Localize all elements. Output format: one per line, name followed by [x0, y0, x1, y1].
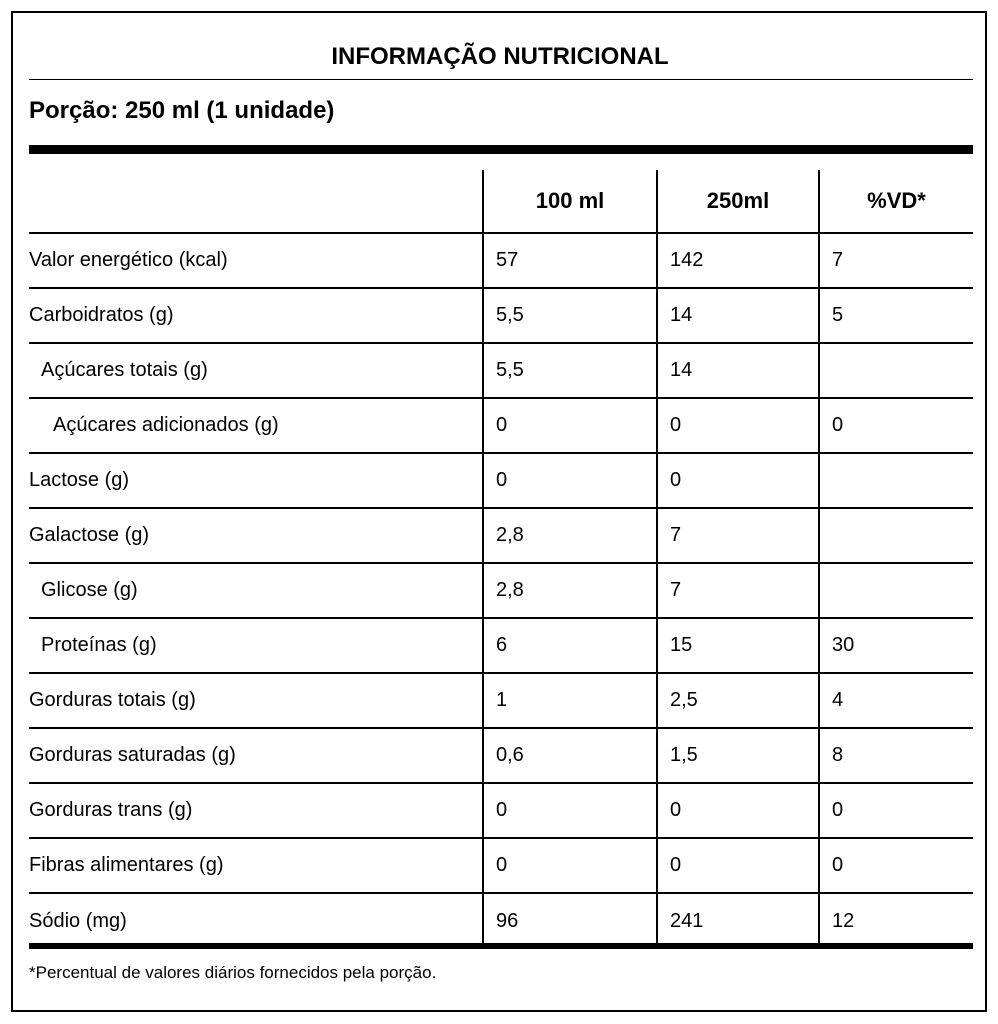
nutrition-table [29, 170, 973, 949]
value-daily-percent: 0 [818, 784, 973, 837]
table-row [29, 399, 973, 454]
value-per-250ml: 15 [656, 619, 818, 672]
label-title: INFORMAÇÃO NUTRICIONAL [331, 43, 669, 70]
table-row [29, 729, 973, 784]
nutrient-name: Gorduras trans (g) [29, 799, 193, 821]
thick-divider-top [29, 145, 973, 154]
value-daily-percent: 0 [818, 839, 973, 892]
value-per-250ml: 2,5 [656, 674, 818, 727]
value-per-250ml: 0 [656, 839, 818, 892]
value-per-100ml: 5,5 [482, 344, 656, 397]
value-per-250ml: 7 [656, 509, 818, 562]
header-per-250ml: 250ml [656, 170, 818, 232]
table-row [29, 564, 973, 619]
nutrient-name: Sódio (mg) [29, 910, 127, 932]
value-per-250ml: 142 [656, 234, 818, 287]
value-per-100ml: 1 [482, 674, 656, 727]
nutrient-name: Gorduras totais (g) [29, 689, 196, 711]
value-per-100ml: 2,8 [482, 509, 656, 562]
nutrient-name: Glicose (g) [41, 579, 138, 601]
value-daily-percent: 7 [818, 234, 973, 287]
value-daily-percent: 4 [818, 674, 973, 727]
title-divider [29, 79, 973, 80]
value-per-100ml: 96 [482, 894, 656, 949]
value-daily-percent [818, 564, 973, 617]
table-row [29, 894, 973, 949]
nutrient-name: Carboidratos (g) [29, 304, 174, 326]
nutrient-name: Açúcares totais (g) [41, 359, 208, 381]
table-row [29, 619, 973, 674]
value-per-100ml: 6 [482, 619, 656, 672]
value-per-100ml: 0 [482, 399, 656, 452]
value-per-250ml: 1,5 [656, 729, 818, 782]
value-per-100ml: 57 [482, 234, 656, 287]
nutrition-facts-label [11, 11, 987, 1012]
value-per-250ml: 7 [656, 564, 818, 617]
nutrient-name: Açúcares adicionados (g) [53, 414, 279, 436]
nutrient-name: Valor energético (kcal) [29, 249, 228, 271]
value-daily-percent: 12 [818, 894, 973, 949]
table-row [29, 454, 973, 509]
value-per-250ml: 0 [656, 784, 818, 837]
value-per-250ml: 14 [656, 289, 818, 342]
value-per-250ml: 14 [656, 344, 818, 397]
header-nutrient [29, 170, 482, 232]
table-row [29, 784, 973, 839]
value-daily-percent [818, 454, 973, 507]
value-daily-percent: 30 [818, 619, 973, 672]
value-daily-percent: 8 [818, 729, 973, 782]
nutrient-name: Gorduras saturadas (g) [29, 744, 236, 766]
table-row [29, 839, 973, 894]
value-daily-percent [818, 509, 973, 562]
value-per-100ml: 0 [482, 454, 656, 507]
nutrient-name: Proteínas (g) [41, 634, 157, 656]
value-per-250ml: 0 [656, 454, 818, 507]
thick-divider-bottom [29, 943, 973, 949]
table-row [29, 344, 973, 399]
nutrient-name: Lactose (g) [29, 469, 130, 491]
table-row [29, 234, 973, 289]
nutrient-name: Fibras alimentares (g) [29, 854, 224, 876]
header-daily-value: %VD* [818, 170, 973, 232]
table-header-row [29, 170, 973, 234]
value-per-100ml: 0 [482, 839, 656, 892]
table-row [29, 509, 973, 564]
value-daily-percent: 5 [818, 289, 973, 342]
table-row [29, 674, 973, 729]
value-per-100ml: 0,6 [482, 729, 656, 782]
value-per-250ml: 0 [656, 399, 818, 452]
value-per-100ml: 0 [482, 784, 656, 837]
value-per-250ml: 241 [656, 894, 818, 949]
footnote: *Percentual de valores diários fornecidos pela porção. [29, 963, 437, 982]
table-row [29, 289, 973, 344]
value-per-100ml: 2,8 [482, 564, 656, 617]
value-daily-percent: 0 [818, 399, 973, 452]
value-per-100ml: 5,5 [482, 289, 656, 342]
header-per-100ml: 100 ml [482, 170, 656, 232]
value-daily-percent [818, 344, 973, 397]
nutrient-name: Galactose (g) [29, 524, 150, 546]
portion-size: Porção: 250 ml (1 unidade) [29, 97, 335, 124]
